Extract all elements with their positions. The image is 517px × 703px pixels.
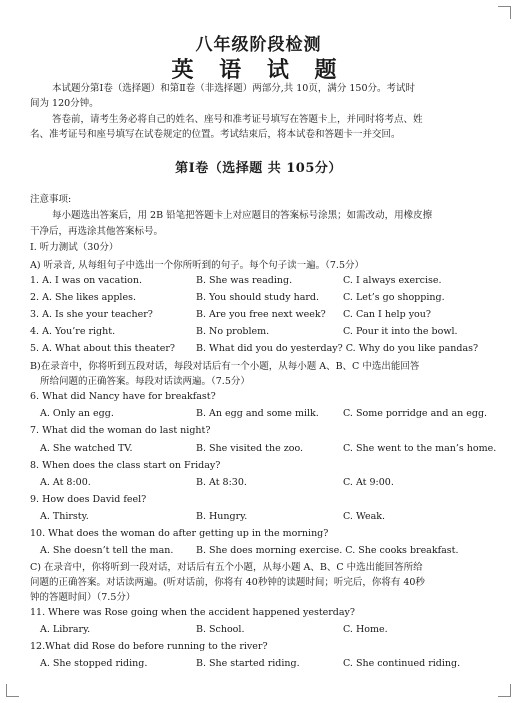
exam-grade-title: 八年级阶段检测: [195, 35, 322, 55]
item-2-option-c: C. Let’s go shopping.: [343, 292, 445, 303]
intro-line-3: 答卷前，请考生务必将自己的姓名、座号和准考证号填写在答题卡上，并同时将考点、姓: [52, 114, 423, 125]
item-1-option-c: C. I always exercise.: [343, 275, 442, 286]
part-c-instruction-3: 钟的答题时间）（7.5分）: [30, 592, 136, 603]
item-4-option-b: B. No problem.: [196, 326, 270, 337]
question-8-option-c: C. At 9:00.: [343, 477, 394, 488]
item-3-option-b: B. Are you free next week?: [196, 309, 326, 320]
question-9-option-b: B. Hungry.: [196, 511, 248, 522]
question-8-stem: 8. When does the class start on Friday?: [30, 460, 221, 471]
intro-line-4: 名、准考证号和座号填写在试卷规定的位置。考试结束后，将本试卷和答题卡一并交回。: [30, 129, 401, 140]
part-b-instruction-1: B)在录音中，你将听到五段对话，每段对话后有一个小题，从每小题 A、B、C 中选出能回答: [30, 361, 420, 372]
exam-subject-title: 英 语 试 题: [171, 57, 346, 83]
item-1-option-b: B. She was reading.: [196, 275, 293, 286]
question-10-option-b: B. She does morning exercise. C. She cooks breakfast.: [196, 545, 459, 556]
item-2-option-a: 2. A. She likes apples.: [30, 292, 136, 303]
question-7-stem: 7. What did the woman do last night?: [30, 425, 211, 436]
question-10-option-a: A. She doesn’t tell the man.: [40, 545, 174, 556]
item-3-option-c: C. Can I help you?: [343, 309, 431, 320]
notice-line-1: 每小题选出答案后，用 2B 铅笔把答题卡上对应题目的答案标号涂黑；如需改动，用橡皮擦: [52, 210, 433, 221]
question-7-option-c: C. She went to the man’s home.: [343, 443, 497, 454]
item-3-option-a: 3. A. Is she your teacher?: [30, 309, 153, 320]
item-5-option-a: 5. A. What about this theater?: [30, 343, 175, 354]
question-9-stem: 9. How does David feel?: [30, 494, 147, 505]
item-1-option-a: 1. A. I was on vacation.: [30, 275, 143, 286]
question-7-option-b: B. She visited the zoo.: [196, 443, 304, 454]
listening-heading: I. 听力测试（30分）: [30, 242, 119, 253]
section-title: 第Ⅰ卷（选择题 共 105分）: [175, 161, 342, 176]
crop-mark-bottom-left: [6, 684, 19, 697]
question-8-option-a: A. At 8:00.: [40, 477, 91, 488]
question-8-option-b: B. At 8:30.: [196, 477, 247, 488]
item-4-option-c: C. Pour it into the bowl.: [343, 326, 458, 337]
question-9-option-c: C. Weak.: [343, 511, 386, 522]
question-6-option-c: C. Some porridge and an egg.: [343, 408, 488, 419]
question-6-option-b: B. An egg and some milk.: [196, 408, 319, 419]
question-12-option-a: A. She stopped riding.: [40, 658, 148, 669]
question-9-option-a: A. Thirsty.: [40, 511, 89, 522]
intro-line-1: 本试题分第Ⅰ卷（选择题）和第Ⅱ卷（非选择题）两部分,共 10页，满分 150分。考试时: [52, 83, 415, 94]
part-a-instruction: A) 听录音, 从每组句子中选出一个你所听到的句子。每个句子读一遍。（7.5分）: [30, 260, 364, 271]
part-c-instruction-1: C) 在录音中，你将听到一段对话，对话后有五个小题，从每小题 A、B、C 中选出能回答所给: [30, 562, 423, 573]
part-c-instruction-2: 问题的正确答案。对话读两遍。(听对话前，你将有 40秒钟的读题时间；听完后，你将有 40秒: [30, 577, 425, 588]
item-5-option-b: B. What did you do yesterday? C. Why do you like pandas?: [196, 343, 479, 354]
item-4-option-a: 4. A. You’re right.: [30, 326, 116, 337]
notice-label: 注意事项:: [30, 194, 72, 205]
question-12-option-c: C. She continued riding.: [343, 658, 461, 669]
question-12-stem: 12.What did Rose do before running to the river?: [30, 641, 268, 652]
question-6-option-a: A. Only an egg.: [40, 408, 114, 419]
question-11-option-b: B. School.: [196, 624, 245, 635]
question-11-option-a: A. Library.: [40, 624, 91, 635]
question-7-option-a: A. She watched TV.: [40, 443, 133, 454]
part-b-instruction-2: 所给问题的正确答案。每段对话读两遍。（7.5分）: [40, 376, 250, 387]
question-10-stem: 10. What does the woman do after getting up in the morning?: [30, 528, 329, 539]
notice-line-2: 干净后，再选涂其他答案标号。: [30, 226, 164, 237]
question-11-stem: 11. Where was Rose going when the accident happened yesterday?: [30, 607, 356, 618]
crop-mark-top-right: [498, 6, 511, 19]
intro-line-2: 间为 120分钟。: [30, 98, 99, 109]
question-11-option-c: C. Home.: [343, 624, 388, 635]
item-2-option-b: B. You should study hard.: [196, 292, 319, 303]
question-6-stem: 6. What did Nancy have for breakfast?: [30, 391, 216, 402]
question-12-option-b: B. She started riding.: [196, 658, 300, 669]
crop-mark-bottom-right: [498, 684, 511, 697]
